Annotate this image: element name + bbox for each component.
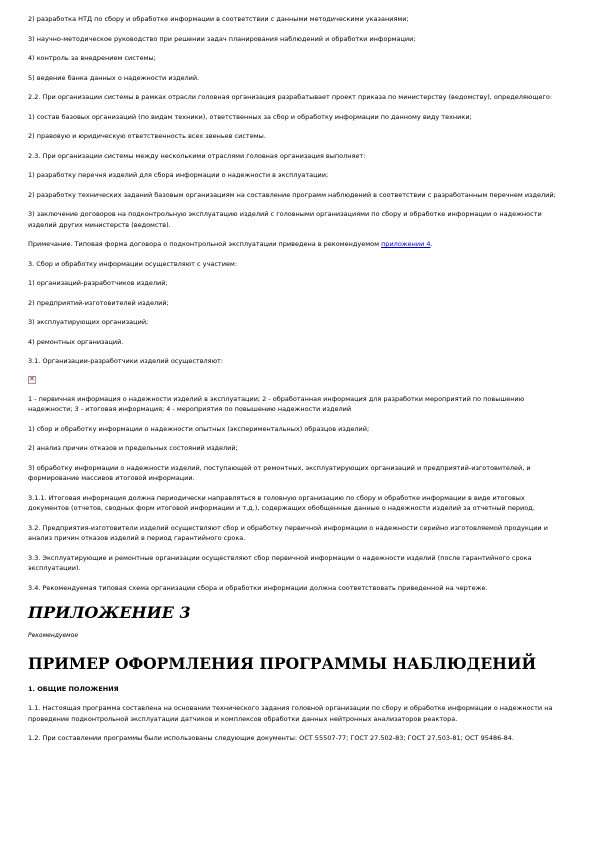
middle-paragraphs — [28, 259, 566, 367]
document-title: ПРИМЕР ОФОРМЛЕНИЯ ПРОГРАММЫ НАБЛЮДЕНИЙ — [28, 653, 537, 673]
appendix-4-link[interactable]: приложении 4 — [381, 240, 431, 248]
body-paragraph: 4) ремонтных организаций. — [28, 337, 124, 346]
body-paragraph: 3.1. Организации-разработчики изделий осуществляют: — [28, 357, 224, 365]
body-paragraph: 1 - первичная информация о надежности изделий в эксплуатации; 2 - обработанная информация для разработки мероприятий по повышению надежности; 3 - итоговая информация; 4 - мероприятия по повышению надежности изделий — [28, 394, 525, 413]
body-paragraph: 1) разработку перечня изделий для сбора информации о надежности в эксплуатации; — [28, 171, 329, 179]
body-paragraph: 3) заключение договоров на подконтрольную эксплуатацию изделий с головными организациями по сбору и обработке информации о надежности изделий других министерств (ведомств). — [28, 210, 542, 229]
body-paragraph: 3.3. Эксплуатирующие и ремонтные организации осуществляют сбор первичной информации о надежности изделий (после гарантийного срока эксплуатации). — [28, 553, 532, 572]
body-paragraph: 3) научно-методическое руководство при решении задач планирования наблюдений и обработки информации; — [28, 34, 416, 43]
note-paragraph — [28, 239, 566, 250]
top-paragraphs — [28, 14, 566, 230]
body-paragraph: 2.3. При организации системы между несколькими отраслями головная организация выполняет: — [28, 151, 366, 160]
bottom-paragraphs — [28, 394, 566, 594]
body-paragraph: 3) эксплуатирующих организаций; — [28, 318, 149, 326]
body-paragraph: 2) разработка НТД по сбору и обработке информации в соответствии с данными методическими указаниями; — [28, 15, 409, 23]
broken-image-icon — [28, 376, 36, 384]
body-paragraph: 1) организаций-разработчиков изделий; — [28, 279, 168, 287]
body-paragraph: 4) контроль за внедрением системы; — [28, 54, 156, 62]
appendix-paragraph: 1.2. При составлении программы были использованы следующие документы: ОСТ 55507-77; ГОСТ 27.502-83; ГОСТ 27.503-81; ОСТ 95486-84. — [28, 734, 514, 742]
body-paragraph: 3) обработку информации о надежности изделий, поступающей от ремонтных, эксплуатирующих организаций и предприятий-изготовителей, и формирование массивов итоговой информации. — [28, 463, 531, 482]
appendix-heading: ПРИЛОЖЕНИЕ 3 — [28, 603, 191, 622]
document-page — [28, 14, 566, 753]
body-paragraph: 1) состав базовых организаций (по видам техники), ответственных за сбор и обработку информации по данному виду техники; — [28, 112, 472, 121]
section-heading: 1. ОБЩИЕ ПОЛОЖЕНИЯ — [28, 684, 119, 693]
body-paragraph: 5) ведение банка данных о надежности изделий. — [28, 73, 200, 82]
body-paragraph: 3. Сбор и обработку информации осуществляют с участием: — [28, 259, 238, 268]
appendix-paragraph: 1.1. Настоящая программа составлена на основании технического задания головной организации по сбору и обработке информации о надежности на проведение подконтрольной эксплуатации датчиков и комплексов обработки данных нейтронных анализаторов реактора. — [28, 704, 553, 723]
body-paragraph: 3.1.1. Итоговая информация должна периодически направляться в головную организацию по сбору и обработке информации в виде итоговых документов (отчетов, сводных форм итоговой информации и т.д.), содержащих обобщенные данные о надежности изделий за отчетный период. — [28, 493, 535, 512]
recommended-label: Рекомендуемое — [28, 632, 79, 639]
body-paragraph: 2) правовую и юридическую ответственность всех звеньев системы. — [28, 132, 266, 140]
body-paragraph: 3.2. Предприятия-изготовители изделий осуществляют сбор и обработку первичной информации о надежности серийно изготовляемой продукции и анализ причин отказов изделий в период гарантийного срока. — [28, 523, 548, 542]
note-text-end: . — [430, 240, 433, 248]
body-paragraph: 2) разработку технических заданий базовым организациям на составление программ наблюдений в соответствии с разработанным перечнем изделий; — [28, 190, 556, 199]
body-paragraph: 2.2. При организации системы в рамках отрасли головная организация разрабатывает проект приказа по министерству (ведомству), определяющего: — [28, 93, 553, 101]
body-paragraph: 2) анализ причин отказов и предельных состояний изделий; — [28, 444, 238, 452]
appendix-paragraphs — [28, 703, 566, 744]
body-paragraph: 2) предприятий-изготовителей изделий; — [28, 298, 169, 307]
note-text: Примечание. Типовая форма договора о подконтрольной эксплуатации приведена в рекомендуемом — [28, 240, 382, 248]
body-paragraph: 3.4. Рекомендуемая типовая схема организации сбора и обработки информации должна соответствовать приведенной на чертеже. — [28, 583, 488, 592]
body-paragraph: 1) сбор и обработку информации о надежности опытных (экспериментальных) образцов изделий; — [28, 424, 370, 433]
